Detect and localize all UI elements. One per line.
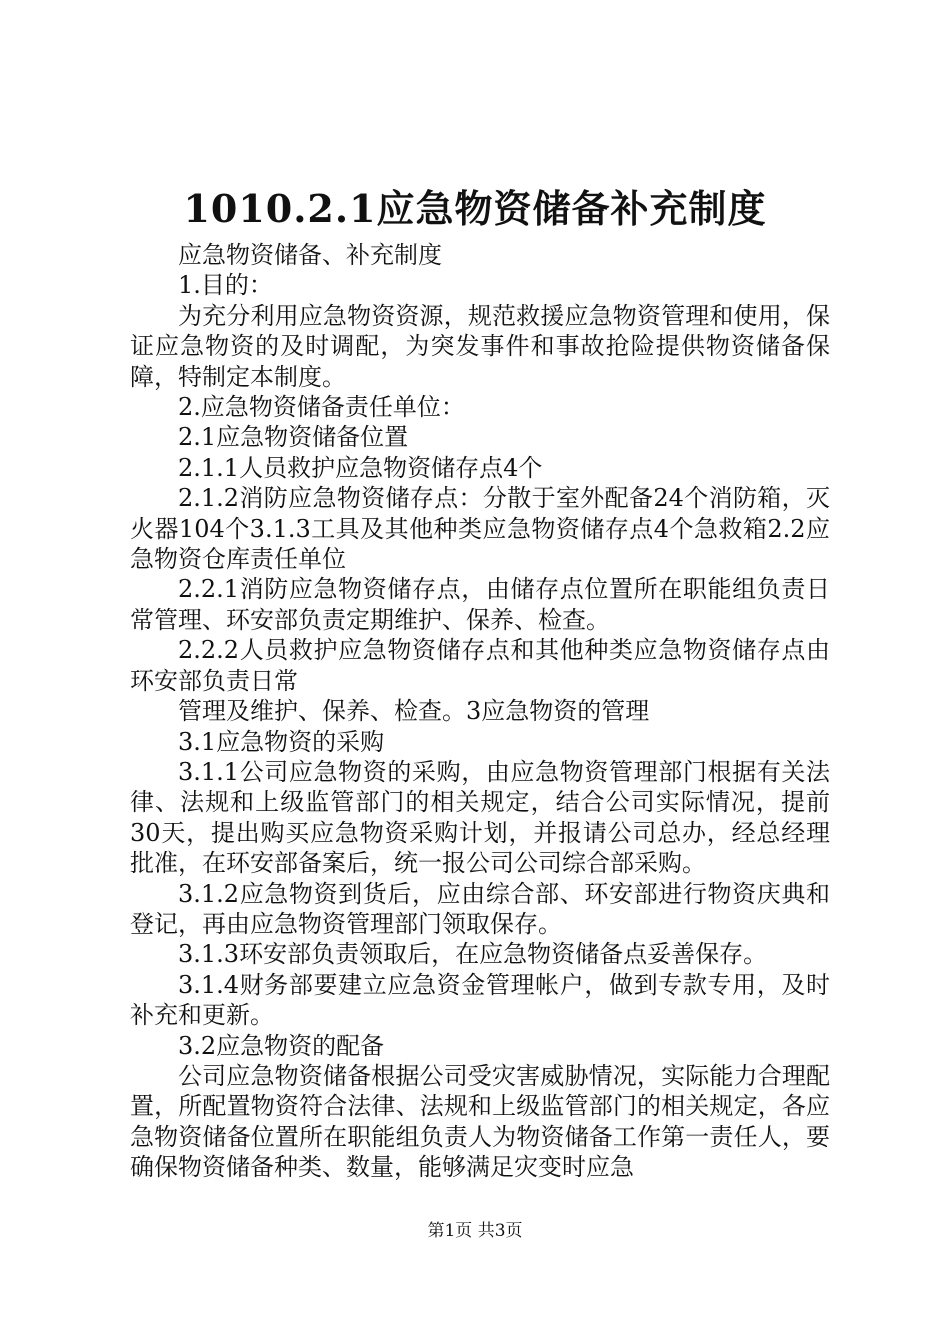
paragraph: 2.1.1人员救护应急物资储存点4个	[178, 453, 543, 482]
paragraph: 3.1.4财务部要建立应急资金管理帐户，做到专款专用，及时补充和更新。	[130, 970, 830, 1030]
paragraph: 3.1.2应急物资到货后，应由综合部、环安部进行物资庆典和登记，再由应急物资管理部门领取保存。	[130, 879, 830, 938]
paragraph: 3.1.1公司应急物资的采购，由应急物资管理部门根据有关法律、法规和上级监管部门的相关规定，结合公司实际情况，提前30天，提出购买应急物资采购计划，并报请公司总办，经总经理批准，在环安部备案后，统一报公司公司综合部采购。	[130, 757, 830, 878]
paragraph: 3.1应急物资的采购	[178, 727, 385, 756]
document-title: 1010.2.1应急物资储备补充制度	[183, 186, 767, 231]
document-body	[130, 240, 830, 1183]
paragraph: 为充分利用应急物资资源，规范救援应急物资管理和使用，保证应急物资的及时调配，为突发事件和事故抢险提供物资储备保障，特制定本制度。	[130, 301, 830, 391]
paragraph: 公司应急物资储备根据公司受灾害威胁情况，实际能力合理配置，所配置物资符合法律、法规和上级监管部门的相关规定，各应急物资储备位置所在职能组负责人为物资储备工作第一责任人，要确保物资储备种类、数量，能够满足灾变时应急	[130, 1061, 830, 1182]
paragraph: 2.2.1消防应急物资储存点，由储存点位置所在职能组负责日常管理、环安部负责定期维护、保养、检查。	[130, 575, 830, 634]
paragraph: 管理及维护、保养、检查。3应急物资的管理	[178, 697, 650, 726]
paragraph: 2.1应急物资储备位置	[178, 423, 409, 452]
paragraph: 1.目的：	[178, 271, 273, 300]
page-footer: 第1页 共3页	[427, 1221, 523, 1241]
paragraph: 2.2.2人员救护应急物资储存点和其他种类应急物资储存点由环安部负责日常	[130, 636, 830, 695]
paragraph: 2.应急物资储备责任单位：	[178, 393, 465, 422]
paragraph: 3.2应急物资的配备	[178, 1031, 385, 1060]
paragraph: 3.1.3环安部负责领取后，在应急物资储备点妥善保存。	[178, 940, 768, 969]
paragraph: 应急物资储备、补充制度	[178, 241, 442, 269]
paragraph: 2.1.2消防应急物资储存点：分散于室外配备24个消防箱，灭火器104个3.1.3工具及其他种类应急物资储存点4个急救箱2.2应急物资仓库责任单位	[130, 484, 830, 574]
